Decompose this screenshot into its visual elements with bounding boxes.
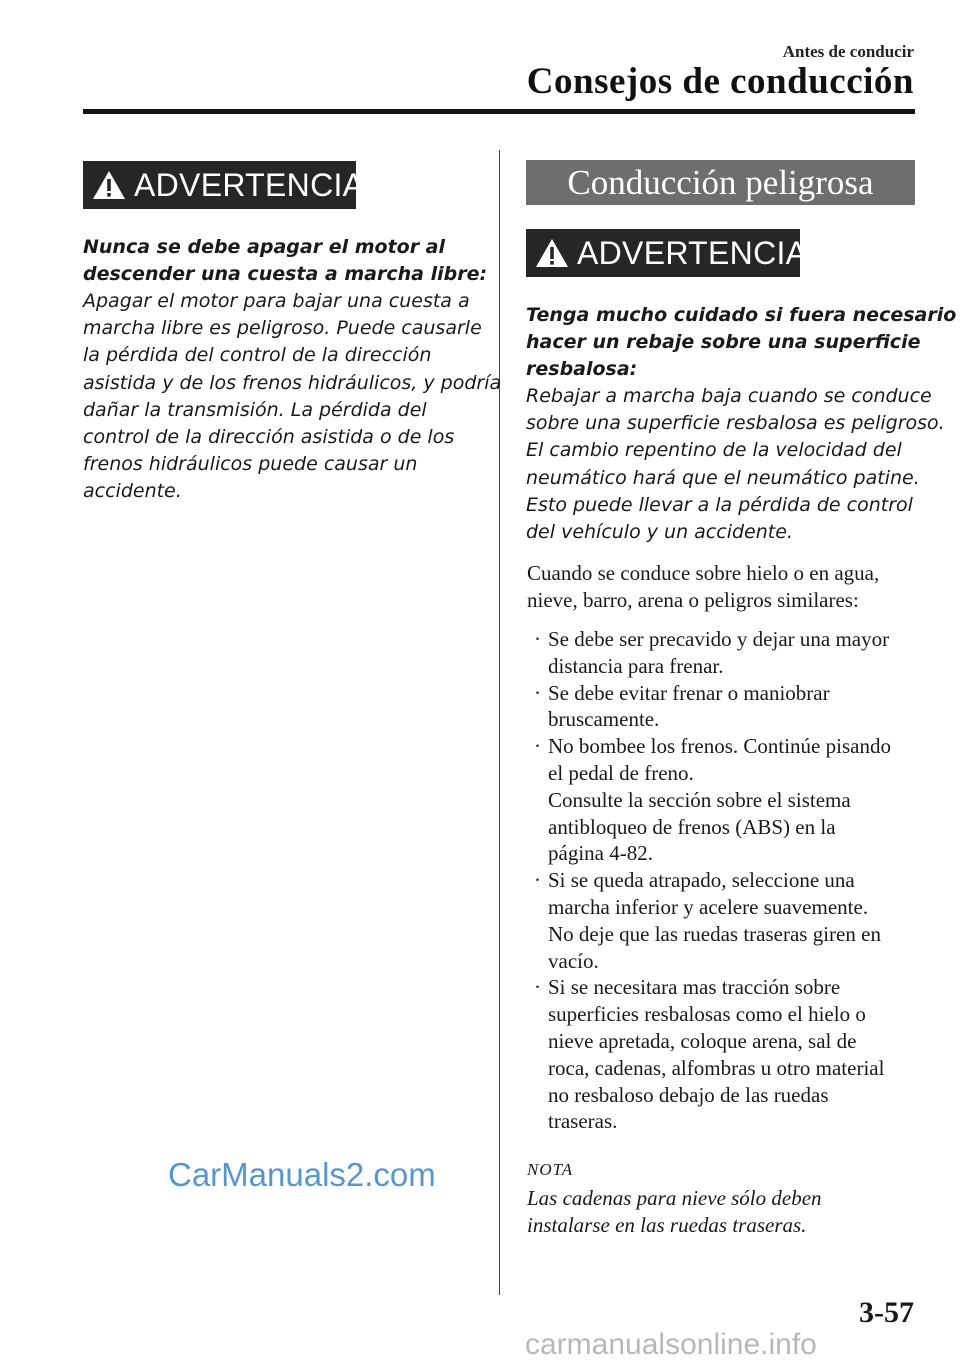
- bullet-list: [526, 626, 891, 1135]
- text-line: Las cadenas para nieve sólo deben: [527, 1186, 822, 1210]
- intro-paragraph: [527, 560, 879, 614]
- text-line: Consulte la sección sobre el sistema: [548, 787, 851, 812]
- text-line: asistida y de los frenos hidráulicos, y podría: [83, 371, 502, 394]
- text-line: control de la dirección asistida o de los: [83, 426, 455, 449]
- text-line: Cuando se conduce sobre hielo o en agua,: [527, 561, 880, 585]
- bullet-marker: ·: [534, 627, 541, 651]
- note-body: [527, 1185, 822, 1239]
- text-line: Esto puede llevar a la pérdida de control: [526, 493, 913, 516]
- page-title: Consejos de conducción: [526, 61, 914, 102]
- bullet-marker: ·: [534, 734, 541, 759]
- text-line: Se debe evitar frenar o maniobrar: [548, 680, 830, 705]
- text-line: Se debe ser precavido y dejar una mayor: [548, 627, 890, 651]
- list-item: [526, 974, 891, 1135]
- text-line: sobre una superficie resbalosa es peligroso.: [526, 412, 945, 435]
- warning-triangle-icon: [535, 238, 569, 268]
- warning-body-left: [83, 288, 501, 506]
- section-title-banner: Conducción peligrosa: [526, 160, 915, 205]
- warning-label: ADVERTENCIA: [577, 234, 808, 271]
- warning-heading-right: [526, 302, 956, 384]
- list-item: [526, 733, 891, 867]
- text-line: vacío.: [548, 948, 599, 973]
- text-line: superficies resbalosas como el hielo o: [548, 1002, 866, 1027]
- text-line: Si se queda atrapado, seleccione una: [548, 868, 855, 893]
- page-number: 3-57: [859, 1296, 914, 1329]
- warning-body-right: [526, 383, 945, 546]
- list-item: [526, 867, 891, 974]
- text-line: antibloqueo de frenos (ABS) en la: [548, 814, 836, 839]
- note-title: NOTA: [527, 1160, 574, 1179]
- warning-label: ADVERTENCIA: [134, 166, 365, 203]
- header-rule: [83, 109, 915, 114]
- text-line: bruscamente.: [548, 707, 660, 732]
- text-line: Si se necesitara mas tracción sobre: [548, 975, 841, 1000]
- text-line: dañar la transmisión. La pérdida del: [83, 398, 427, 421]
- warning-triangle-icon: [92, 170, 126, 200]
- warning-heading-left: [83, 234, 487, 288]
- text-line: marcha libre es peligroso. Puede causarle: [83, 317, 482, 340]
- list-item: [526, 626, 891, 680]
- bullet-marker: ·: [534, 680, 541, 705]
- text-line: instalarse en las ruedas traseras.: [527, 1213, 807, 1237]
- text-line: Apagar el motor para bajar una cuesta a: [83, 290, 470, 312]
- text-line: página 4-82.: [548, 841, 653, 866]
- warning-box-right: [526, 229, 808, 277]
- text-line: neumático hará que el neumático patine.: [526, 466, 920, 489]
- warning-box-left: [83, 161, 365, 209]
- text-line: Rebajar a marcha baja cuando se conduce: [526, 385, 932, 407]
- text-line: resbalosa:: [526, 358, 638, 381]
- text-line: roca, cadenas, alfombras u otro material: [548, 1055, 885, 1080]
- text-line: traseras.: [548, 1109, 618, 1134]
- text-line: El cambio repentino de la velocidad del: [526, 439, 902, 462]
- watermark-carmanuals: CarManuals2.com: [168, 1156, 436, 1193]
- bullet-marker: ·: [534, 975, 541, 1000]
- text-line: Nunca se debe apagar el motor al: [83, 236, 446, 258]
- text-line: del vehículo y un accidente.: [526, 521, 793, 544]
- text-line: nieve, barro, arena o peligros similares:: [527, 587, 859, 612]
- text-line: hacer un rebaje sobre una superficie: [526, 331, 921, 354]
- text-line: la pérdida del control de la dirección: [83, 344, 432, 367]
- watermark-online: carmanualsonline.info: [525, 1328, 817, 1361]
- text-line: descender una cuesta a marcha libre:: [83, 263, 488, 286]
- text-line: distancia para frenar.: [548, 653, 724, 678]
- text-line: no resbaloso debajo de las ruedas: [548, 1082, 829, 1107]
- list-item: [526, 680, 891, 734]
- text-line: No deje que las ruedas traseras giren en: [548, 921, 881, 946]
- text-line: nieve apretada, coloque arena, sal de: [548, 1028, 857, 1053]
- text-line: marcha inferior y acelere suavemente.: [548, 894, 869, 919]
- text-line: frenos hidráulicos puede causar un: [83, 453, 418, 476]
- text-line: Tenga mucho cuidado si fuera necesario: [526, 304, 957, 326]
- bullet-marker: ·: [534, 868, 541, 893]
- text-line: el pedal de freno.: [548, 760, 694, 785]
- chapter-label: Antes de conducir: [782, 42, 914, 61]
- text-line: No bombee los frenos. Continúe pisando: [548, 734, 891, 759]
- text-line: accidente.: [83, 480, 182, 503]
